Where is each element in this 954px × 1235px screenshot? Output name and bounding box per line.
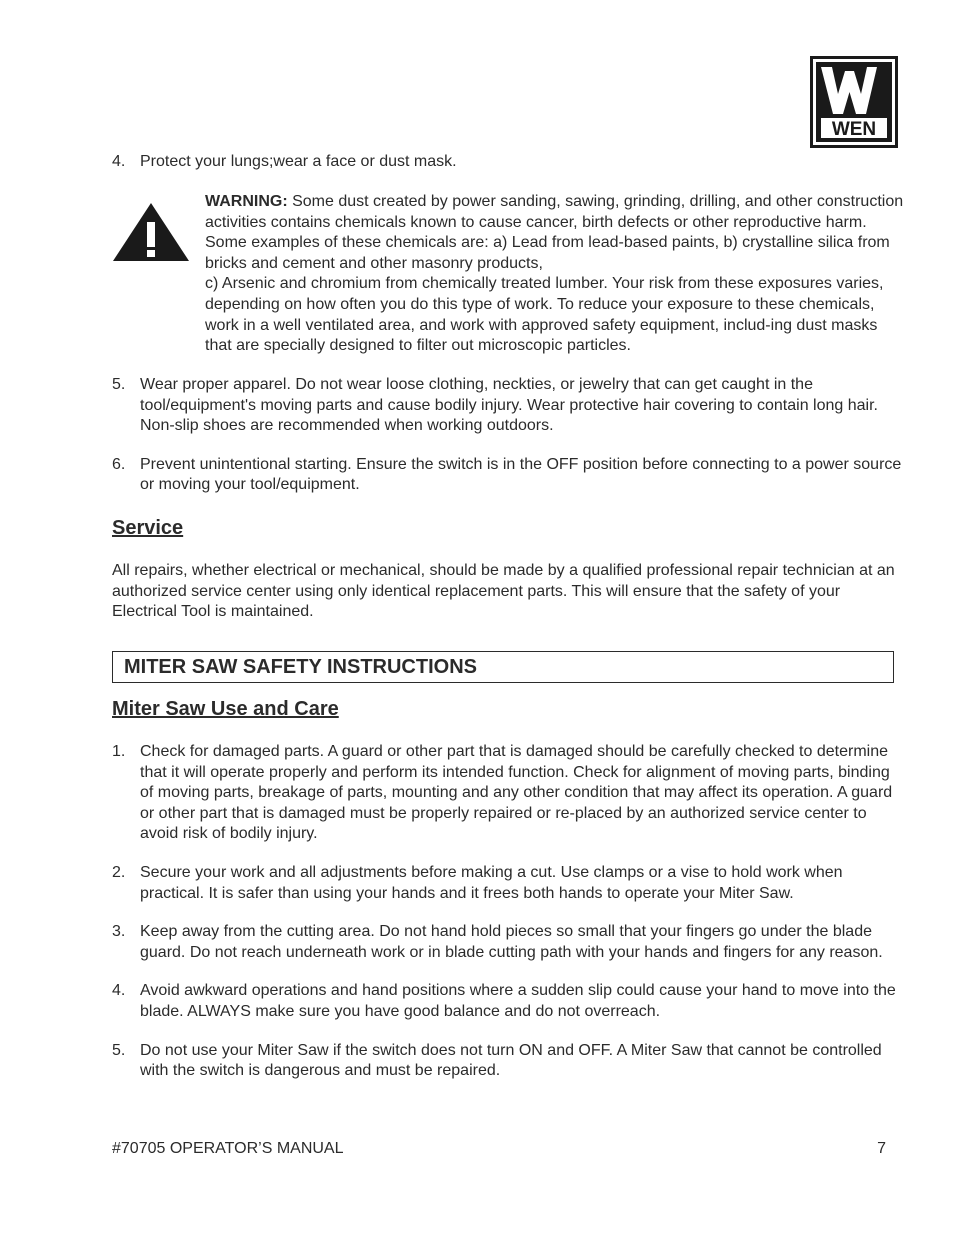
item-text: Prevent unintentional starting. Ensure the switch is in the OFF position before connecting to a power source or moving your tool/equipment. bbox=[140, 455, 902, 494]
list-item bbox=[112, 742, 902, 845]
item-number: 6. bbox=[112, 455, 126, 473]
item-number: 4. bbox=[112, 153, 126, 170]
list-item bbox=[112, 375, 902, 437]
item-text: Check for damaged parts. A guard or other part that is damaged should be carefully checked to determine that it will operate properly and perform its intended function. Check for alignment of moving parts, binding of moving parts, breakage of parts, mounting and any other condition that may affect its operation. A guard or other part that is damaged must be properly repaired or re-placed by an authorized service center to avoid risk of bodily injury. bbox=[140, 743, 893, 843]
item-number: 2. bbox=[112, 863, 126, 881]
list-item bbox=[112, 863, 902, 904]
use-and-care-heading: Miter Saw Use and Care bbox=[112, 698, 339, 720]
list-item bbox=[112, 455, 902, 496]
warning-body-1: Some dust created by power sanding, sawing, grinding, drilling, and other construction activities contains chemicals known to cause cancer, birth defects or other reproductive harm. Some examples of these chemicals are: a) Lead from lead-based paints, b) crystalline silica from bricks and cement and other masonry products, bbox=[205, 193, 904, 272]
item-text: Protect your lungs;wear a face or dust mask. bbox=[140, 153, 457, 170]
item-number: 5. bbox=[112, 1041, 126, 1059]
service-body: All repairs, whether electrical or mechanical, should be made by a qualified professional repair technician at an authorized service center using only identical replacement parts. This will ensure that the safety of your Electrical Tool is maintained. bbox=[112, 562, 895, 621]
item-text: Do not use your Miter Saw if the switch does not turn ON and OFF. A Miter Saw that cannot be controlled with the switch is dangerous and must be repaired. bbox=[140, 1041, 882, 1080]
item-text: Wear proper apparel. Do not wear loose clothing, neckties, or jewelry that can get caught in the tool/equipment's moving parts and cause bodily injury. Wear protective hair covering to contain long hair. Non-slip shoes are recommended when working outdoors. bbox=[140, 376, 878, 435]
service-heading: Service bbox=[112, 517, 184, 539]
warning-body-2: c) Arsenic and chromium from chemically treated lumber. Your risk from these exposures varies, depending on how often you do this type of work. To reduce your exposure to these chemicals, work in a well ventilated area, and work with approved safety equipment, includ-ing dust masks that are specially designed to filter out microscopic particles. bbox=[205, 275, 884, 355]
item-text: Secure your work and all adjustments before making a cut. Use clamps or a vise to hold work when practical. It is safer than using your hands and it frees both hands to operate your Miter Saw. bbox=[140, 863, 843, 902]
warning-triangle-icon bbox=[112, 202, 190, 262]
item-number: 5. bbox=[112, 376, 126, 393]
item-text: Keep away from the cutting area. Do not hand hold pieces so small that your fingers go under the blade guard. Do not reach underneath work or in blade cutting path with your hands and fingers for any reason. bbox=[140, 923, 883, 961]
warning-text bbox=[205, 192, 905, 357]
footer-manual-title: #70705 OPERATOR’S MANUAL bbox=[112, 1140, 344, 1157]
item-number: 4. bbox=[112, 982, 126, 1000]
item-number: 3. bbox=[112, 923, 126, 941]
page-number: 7 bbox=[877, 1140, 886, 1157]
section-title: MITER SAW SAFETY INSTRUCTIONS bbox=[112, 651, 894, 683]
logo-text: WEN bbox=[831, 119, 877, 140]
item-number: 1. bbox=[112, 743, 126, 760]
wen-logo bbox=[810, 56, 898, 148]
list-item bbox=[112, 1041, 902, 1082]
use-and-care-list bbox=[112, 742, 902, 1082]
warning-label: WARNING: bbox=[205, 193, 288, 210]
list-item bbox=[112, 981, 902, 1022]
list-item bbox=[112, 152, 902, 173]
list-item bbox=[112, 922, 902, 963]
item-text: Avoid awkward operations and hand positions where a sudden slip could cause your hand to move into the blade. ALWAYS make sure you have good balance and do not overreach. bbox=[140, 982, 896, 1020]
safety-list-bottom bbox=[112, 375, 902, 496]
safety-list-top bbox=[112, 152, 902, 173]
